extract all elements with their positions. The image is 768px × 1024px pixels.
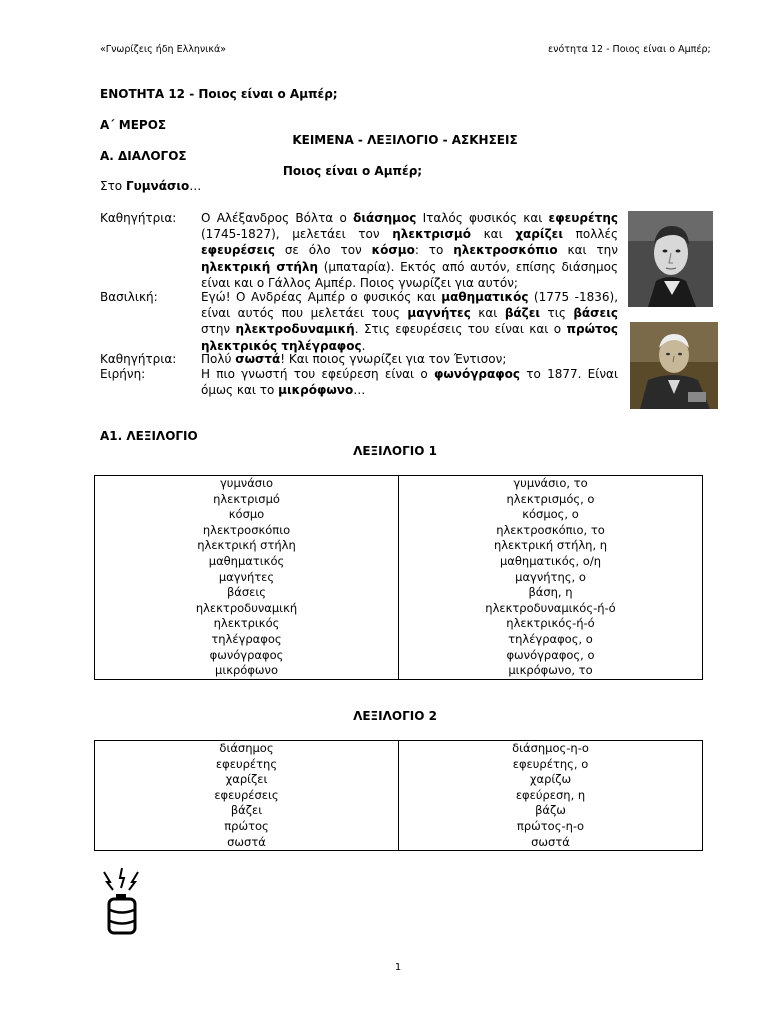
lexicon1-word: φωνόγραφος xyxy=(209,647,284,662)
volta-portrait xyxy=(628,211,713,307)
battery-icon xyxy=(100,866,144,936)
running-header-right: ενότητα 12 - Ποιος είναι ο Αμπέρ; xyxy=(548,44,711,55)
setting-place: Γυμνάσιο xyxy=(125,179,190,193)
lexicon1-base-form: ηλεκτροδυναμικός-ή-ό xyxy=(485,600,616,615)
text-segment: και την xyxy=(557,243,618,258)
vocab-highlight: σωστά xyxy=(235,352,281,366)
lexicon1-base-form: βάση, η xyxy=(528,585,573,600)
lexicon1-word: τηλέγραφος xyxy=(211,631,282,646)
lexicon2-left-column xyxy=(95,741,399,851)
text-segment: και xyxy=(470,306,505,321)
lexicon1-base-form: ηλεκτρισμός, ο xyxy=(506,491,595,506)
vocab-highlight: μικρόφωνο xyxy=(278,383,354,398)
vocab-heading: Α1. ΛΕΞΙΛΟΓΙΟ xyxy=(100,429,198,443)
lexicon2-base-form: χαρίζω xyxy=(529,772,572,787)
lexicon1-row xyxy=(95,476,703,680)
text-segment: τις xyxy=(540,306,574,321)
dialogue-text xyxy=(201,210,618,291)
lexicon2-title: ΛΕΞΙΛΟΓΙΟ 2 xyxy=(353,709,437,723)
lexicon1-base-form: τηλέγραφος, ο xyxy=(508,631,593,646)
lexicon2-word: χαρίζει xyxy=(225,772,268,787)
text-segment: το 1877. Είναι όμως και το xyxy=(201,367,618,398)
text-segment: Η πιο γνωστή του εφεύρεση είναι ο xyxy=(201,367,434,381)
dialogue-text xyxy=(201,366,618,398)
lexicon2-base-form: πρώτος-η-ο xyxy=(516,818,585,833)
vocab-highlight: μαθηματικός xyxy=(441,290,529,304)
lexicon2-word: βάζει xyxy=(230,803,263,818)
lexicon1-word: βάσεις xyxy=(226,585,267,600)
lexicon1-word: ηλεκτρική στήλη xyxy=(197,538,296,553)
lexicon1-right-column xyxy=(399,476,703,680)
text-segment: σε όλο τον xyxy=(274,243,372,258)
lexicon1-word: γυμνάσιο xyxy=(220,476,273,490)
lexicon1-table xyxy=(94,475,703,680)
text-segment: (1775 -1836), είναι αυτός που μελετάει τους xyxy=(201,290,619,321)
dialogue-title: Ποιος είναι ο Αμπέρ; xyxy=(282,164,423,178)
dialogue-heading: Α. ΔΙΑΛΟΓΟΣ xyxy=(100,149,187,163)
text-segment: . xyxy=(361,338,366,353)
lexicon2-word: πρώτος xyxy=(224,818,269,833)
lexicon1-base-form: ηλεκτρική στήλη, η xyxy=(493,538,608,553)
dialogue-speaker: Καθηγήτρια: xyxy=(100,211,177,225)
lexicon2-word: εφευρέτης xyxy=(215,756,278,771)
text-segment: (μπαταρία). Εκτός από αυτόν, επίσης διάσημος είναι και ο Γάλλος Αμπέρ. Ποιος γνωρίζει για αυτόν; xyxy=(201,259,618,290)
text-segment: . Στις εφευρέσεις του είναι και ο xyxy=(354,322,567,337)
lexicon2-base-form: σωστά xyxy=(531,834,570,849)
text-segment: : το xyxy=(414,243,454,258)
dialogue-text xyxy=(201,351,618,367)
lexicon2-base-form: διάσημος-η-ο xyxy=(512,741,589,755)
vocab-highlight: ηλεκτροσκόπιο xyxy=(453,243,558,258)
running-header-left: «Γνωρίζεις ήδη Ελληνικά» xyxy=(100,44,227,55)
text-segment: Πολύ xyxy=(201,352,236,366)
dialogue-speaker: Καθηγήτρια: xyxy=(100,352,177,366)
text-segment: και xyxy=(470,227,516,242)
lexicon2-base-form: εφεύρεση, η xyxy=(515,787,586,802)
lexicon1-word: ηλεκτροσκόπιο xyxy=(202,522,291,537)
lexicon1-base-form: κόσμος, ο xyxy=(522,507,579,522)
dialogue-speaker: Ειρήνη: xyxy=(100,367,146,381)
lexicon2-base-form: εφευρέτης, ο xyxy=(512,756,589,771)
text-segment: … xyxy=(353,383,366,398)
unit-title: ΕΝΟΤΗΤΑ 12 - Ποιος είναι ο Αμπέρ; xyxy=(100,87,338,101)
vocab-highlight: εφευρέτης xyxy=(548,211,618,225)
dialogue-setting xyxy=(100,179,201,193)
lexicon1-word: ηλεκτροδυναμική xyxy=(195,600,298,615)
lexicon1-base-form: γυμνάσιο, το xyxy=(513,476,588,490)
setting-prefix: Στο xyxy=(100,179,126,193)
vocab-highlight: διάσημος xyxy=(353,211,417,225)
lexicon1-base-form: ηλεκτροσκόπιο, το xyxy=(496,522,605,537)
lexicon1-base-form: μικρόφωνο, το xyxy=(508,663,593,678)
vocab-highlight: φωνόγραφος xyxy=(433,367,520,381)
lexicon1-word: μαθηματικός xyxy=(208,553,285,568)
lexicon1-base-form: ηλεκτρικός-ή-ό xyxy=(506,616,595,631)
text-segment: Εγώ! Ο Ανδρέας Αμπέρ ο φυσικός και xyxy=(201,290,442,304)
setting-suffix: … xyxy=(189,179,202,193)
lexicon2-word: διάσημος xyxy=(219,741,274,755)
part-title: Α΄ ΜΕΡΟΣ xyxy=(100,118,167,132)
text-segment: (1745-1827), μελετάει τον xyxy=(201,227,393,242)
lexicon1-base-form: μαθηματικός, ο/η xyxy=(499,553,601,568)
lexicon1-left-column xyxy=(95,476,399,680)
text-segment: Ο Αλέξανδρος Βόλτα ο xyxy=(201,211,354,225)
text-segment: ! Και ποιος γνωρίζει για τον Έντισον; xyxy=(280,352,507,366)
vocab-highlight: ηλεκτρισμό xyxy=(392,227,471,242)
dialogue-speaker: Βασιλική: xyxy=(100,290,158,304)
vocab-highlight: βάσεις xyxy=(573,306,618,321)
text-segment: στην xyxy=(201,322,236,337)
dialogue-text xyxy=(201,289,618,354)
vocab-highlight: ηλεκτροδυναμική xyxy=(235,322,355,337)
lexicon1-base-form: μαγνήτης, ο xyxy=(515,569,586,584)
lexicon1-word: μικρόφωνο xyxy=(215,663,278,678)
lexicon2-base-form: βάζω xyxy=(535,803,566,818)
vocab-highlight: εφευρέσεις xyxy=(201,243,275,258)
vocab-highlight: κόσμο xyxy=(371,243,415,258)
lexicon2-table xyxy=(94,740,703,851)
text-segment: πολλές xyxy=(563,227,618,242)
lexicon1-base-form: φωνόγραφος, ο xyxy=(506,647,595,662)
vocab-highlight: ηλεκτρική στήλη xyxy=(201,259,319,274)
lexicon1-word: ηλεκτρικός xyxy=(213,616,280,631)
vocab-highlight: μαγνήτες xyxy=(407,306,471,321)
lexicon2-word: σωστά xyxy=(227,834,266,849)
lexicon2-right-column xyxy=(399,741,703,851)
lexicon2-row xyxy=(95,741,703,851)
edison-portrait xyxy=(630,322,718,409)
section-title: ΚΕΙΜΕΝΑ - ΛΕΞΙΛΟΓΙΟ - ΑΣΚΗΣΕΙΣ xyxy=(292,133,518,147)
lexicon1-word: ηλεκτρισμό xyxy=(213,491,280,506)
vocab-highlight: χαρίζει xyxy=(515,227,564,242)
text-segment: Ιταλός φυσικός και xyxy=(416,211,549,225)
page-number: 1 xyxy=(394,962,402,973)
lexicon1-word: μαγνήτες xyxy=(218,569,275,584)
vocab-highlight: βάζει xyxy=(504,306,541,321)
lexicon1-word: κόσμο xyxy=(228,507,265,522)
lexicon1-title: ΛΕΞΙΛΟΓΙΟ 1 xyxy=(353,444,437,458)
vocab-highlight: πρώτος ηλεκτρικός τηλέγραφος xyxy=(201,322,619,353)
lexicon2-word: εφευρέσεις xyxy=(214,787,279,802)
